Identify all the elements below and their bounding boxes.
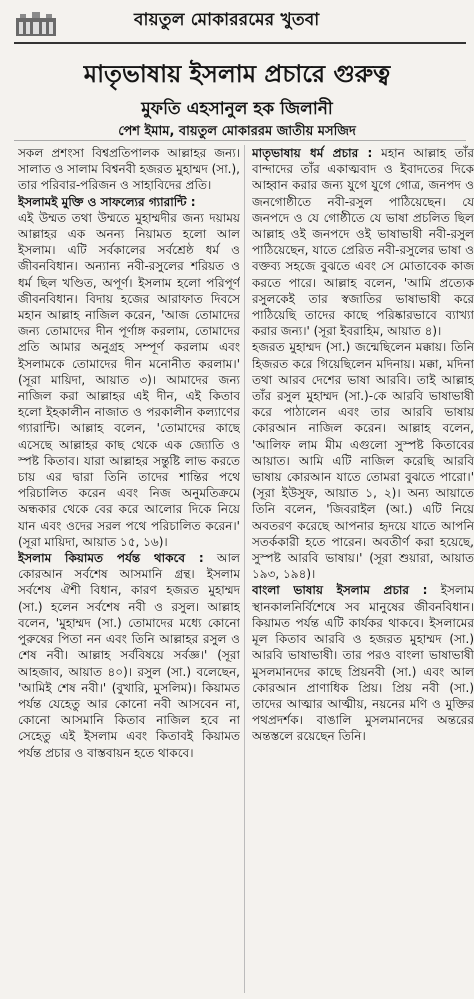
article-headline: মাতৃভাষায় ইসলাম প্রচারে গুরুত্ব [83,60,391,88]
section-title: বায়তুল মোকাররমের খুতবা [134,10,320,30]
paragraph: মহান আল্লাহ তাঁর বান্দাদের তাঁর একাত্মবাদ ও ইবাদতের দিকে আহ্বান করার জন্য যুগে যুগে গোত্র, জনপদ ও জনগোষ্ঠীতে নবী-রসুল পাঠিয়েছেন। যে জনপদে ও যে গোষ্ঠীতে যে ভাষা প্রচলিত ছিল আল্লাহ ওই জনপদে ওই ভাষাভাষী নবী-রসুল পাঠিয়েছেন, যাতে প্রেরিত নবী-রসুলের ভাষা ও বক্তব্য সহজে বুঝতে এবং সে মোতাবেক কাজ করতে পারে। আল্লাহ বলেন, 'আমি প্রত্যেক রসুলকেই তার স্বজাতির ভাষাভাষী করে পাঠিয়েছি তাদের কাছে পরিষ্কারভাবে ব্যাখ্যা করার জন্য।' (সূরা ইবরাহিম, আয়াত ৪)। [252,146,474,339]
left-column [18,145,240,995]
paragraph: সকল প্রশংসা বিশ্বপ্রতিপালক আল্লাহর জন্য। সালাত ও সালাম বিশ্বনবী হজরত মুহাম্মদ (সা.), তার পরিবার-পরিজন ও সাহাবিদের প্রতি। [18,146,240,193]
subheading: বাংলা ভাষায় ইসলাম প্রচার : [252,583,428,598]
column-divider [244,145,245,993]
author-name: মুফতি এহসানুল হক জিলানী [141,99,333,119]
right-column [252,145,474,995]
paragraph: আল কোরআন সর্বশেষ আসমানি গ্রন্থ। ইসলাম সর্বশেষ ঐশী বিধান, কারণ হজরত মুহাম্মদ (সা.) হলেন সর্বশেষ নবী ও রসুল। আল্লাহ বলেন, 'মুহাম্মদ (সা.) তোমাদের মধ্যে কোনো পুরুষের পিতা নন এবং তিনি আল্লাহর রসুল ও শেষ নবী। আল্লাহ সর্ববিষয়ে সর্বজ্ঞ।' (সূরা আহজাব, আয়াত ৪০)। রসুল (সা.) বলেছেন, 'আমিই শেষ নবী।' (বুখারি, মুসলিম)। কিয়ামত পর্যন্ত যেহেতু আর কোনো নবী আসবেন না, কোনো আসমানি কিতাব নাজিল হবে না সেহেতু এই ইসলাম এবং কিতাবই কিয়ামত পর্যন্ত প্রচার ও বাস্তবায়ন হতে থাকবে। [18,551,240,760]
subheading: মাতৃভাষায় ধর্ম প্রচার : [252,146,373,160]
subheading: ইসলাম কিয়ামত পর্যন্ত থাকবে : [18,551,204,566]
section-header [14,0,466,44]
header-divider [14,140,466,141]
paragraph: এই উম্মত তথা উম্মতে মুহাম্মদীর জন্য দয়াময় আল্লাহর এক অনন্য নিয়ামত হলো আল ইসলাম। এটি সর্বকালের সর্বশ্রেষ্ঠ ধর্ম ও জীবনবিধান। অন্যান্য নবী-রসুলের শরিয়ত ও ধর্ম ছিল খণ্ডিত, অপূর্ণ। ইসলাম হলো পরিপূর্ণ জীবনবিধান। বিদায় হজের আরাফাত দিবসে মহান আল্লাহ নাজিল করেন, 'আজ তোমাদের জন্য তোমাদের দীন পূর্ণাঙ্গ করলাম, তোমাদের প্রতি আমার অনুগ্রহ সম্পূর্ণ করলাম এবং ইসলামকে তোমাদের দীন মনোনীত করলাম।' (সূরা মায়িদা, আয়াত ৩)। আমাদের জন্য নাজিল করা আল্লাহর এই দীন, এই কিতাব হলো ইহকালীন নাজাত ও পরকালীন কল্যাণের গ্যারান্টি। আল্লাহ বলেন, 'তোমাদের কাছে এসেছে আল্লাহর কাছ থেকে এক জ্যোতি ও স্পষ্ট কিতাব। যারা আল্লাহর সন্তুষ্টি লাভ করতে চায় এর দ্বারা তিনি তাদের শান্তির পথে পরিচালিত করেন এবং নিজ অনুমতিক্রমে অন্ধকার থেকে বের করে আলোর দিকে নিয়ে যান এবং ওদের সরল পথে পরিচালিত করেন।' (সূরা মায়িদা, আয়াত ১৫, ১৬)। [18,210,240,549]
paragraph: হজরত মুহাম্মদ (সা.) জন্মেছিলেন মক্কায়। তিনি হিজরত করে গিয়েছিলেন মদিনায়। মক্কা, মদিনা তথা আরব দেশের ভাষা আরবি। তাই আল্লাহ তাঁর রসুল মুহাম্মদ (সা.)-কে আরবি ভাষাভাষী করে পাঠালেন এবং তার আরবি ভাষায় কোরআন নাজিল করেন। আল্লাহ বলেন, 'আলিফ লাম মীম এগুলো সুস্পষ্ট কিতাবের আয়াত। আমি এটি নাজিল করেছি আরবি ভাষায় কোরআন যাতে তোমরা বুঝতে পারো।' (সূরা ইউসুফ, আয়াত ১, ২)। অন্য আয়াতে তিনি বলেন, 'জিবরাইল (আ.) এটি নিয়ে অবতরণ করেছে আপনার হৃদয়ে যাতে আপনি সতর্ককারী হতে পারেন। অবতীর্ণ করা হয়েছে, সুস্পষ্ট আরবি ভাষায়।' (সূরা শুয়ারা, আয়াত ১৯৩, ১৯৪)। [252,340,474,582]
mosque-icon [14,8,58,38]
author-role: পেশ ইমাম, বায়তুল মোকাররম জাতীয় মসজিদ [118,124,356,139]
subheading: ইসলামই মুক্তি ও সাফল্যের গ্যারান্টি : [18,194,196,209]
paragraph: ইসলাম স্থানকালনির্বিশেষে সব মানুষের জীবনবিধান। কিয়ামত পর্যন্ত এটি কার্যকর থাকবে। ইসলামের মূল কিতাব আরবি ও হজরত মুহাম্মদ (সা.) আরবি ভাষাভাষী। তার পরও বাংলা ভাষাভাষী মুসলমানদের কাছে প্রিয়নবী (সা.) এবং আল কোরআন প্রাণাধিক প্রিয়। প্রিয় নবী (সা.) তাদের আত্মার আত্মীয়, নয়নের মণি ও মুক্তির পথপ্রদর্শক। বাঙালি মুসলমানদের অন্তরের অন্তস্তলে রয়েছেন তিনি। [252,583,474,744]
